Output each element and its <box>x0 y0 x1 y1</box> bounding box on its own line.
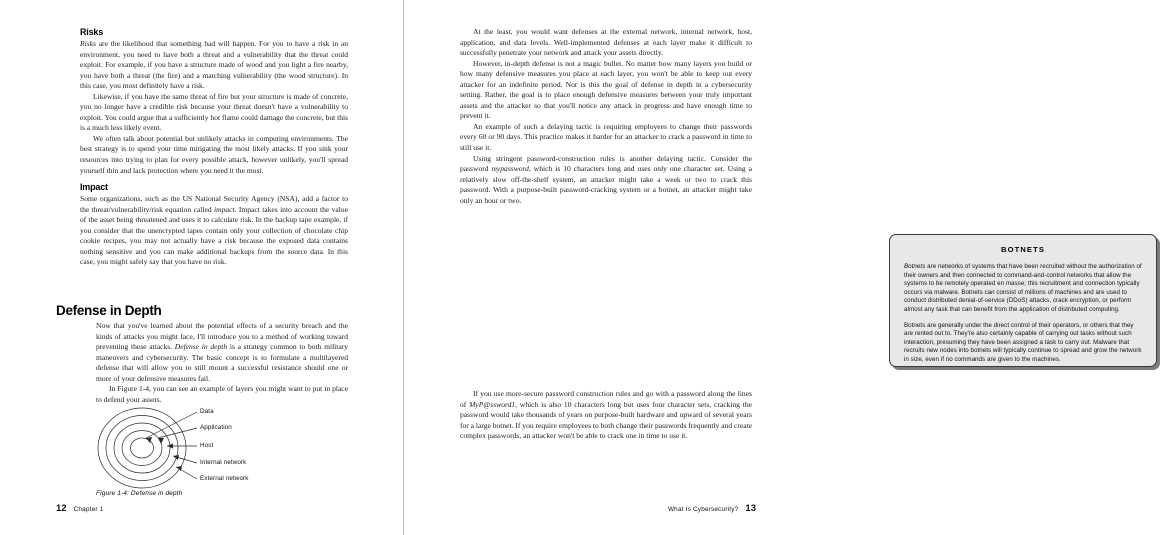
section-impact <box>80 182 348 268</box>
left-folio-number: 12 <box>56 503 67 514</box>
figure-label-external-network: External network <box>200 475 249 482</box>
paragraph-right-4: Using stringent password-construction rules is another delaying tactic. Consider the password mypassword, which is 10 characters long and uses only one character set. Using a relatively slow off-the-shelf system, an attacker might take a week or two to crack this password. With a purpose-built password-cracking system or a botnet, an attacker might take only an hour or two. <box>460 153 752 205</box>
left-page-footer <box>56 503 103 514</box>
paragraph-right-2: However, in-depth defense is not a magic bullet. No matter how many layers you build or how many defensive measures you place at each layer, you won't be able to keep out every attacker for an indefinite period. Nor is this the goal of defense in depth in a cybersecurity setting. Rather, the goal is to place enough defensive measures between your truly important assets and the attacker so that you'll notice any attack in progress and have enough time to prevent it. <box>460 58 752 121</box>
right-page-footer <box>668 503 756 514</box>
heading-risks: Risks <box>80 27 104 37</box>
paragraph-risks-2: Likewise, if you have the same threat of fire but your structure is made of concrete, you no longer have a credible risk because your threat doesn't have a vulnerability to exploit. You could argue that a sufficiently hot flame could damage the concrete, but this is a much less likely event. <box>80 91 348 133</box>
left-running-head: Chapter 1 <box>73 506 104 513</box>
botnets-sidebar-title: BOTNETS <box>1001 245 1045 254</box>
paragraph-right-closing: If you use more-secure password construction rules and go with a password along the lines of MyP@ssword1, which is also 10 characters long but uses four character sets, cracking the password would take thousands of years on purpose-built hardware and upward of several years for a large botnet. If you require employees to both change their passwords frequently and create complex passwords, an attacker won't be able to crack one in time to use it. <box>460 389 752 441</box>
right-page-body-top <box>460 27 752 206</box>
paragraph-impact-1: Some organizations, such as the US National Security Agency (NSA), add a factor to the threat/vulnerability/risk equation called impact. Impact takes into account the value of the asset being threatened and uses it to calculate risk. In the backup tape example, if you consider that the unencrypted tapes contain only your collection of chocolate chip cookie recipes, you may not actually have a risk because the exposed data contains nothing sensitive and you can make additional backups from the source data. In this case, you might safely say that you have no risk. <box>80 194 349 267</box>
left-page <box>0 0 403 535</box>
section-defense-in-depth <box>56 303 348 405</box>
leader-application <box>158 428 197 438</box>
figure-label-application: Application <box>200 424 232 431</box>
paragraph-risks-3: We often talk about potential but unlikely attacks in computing environments. The best strategy is to spend your time mitigating the most likely attacks. If you sink your resources into trying to plan for every possible attack, however unlikely, you'll spread yourself thin and lack protection where you need it the most. <box>80 133 348 175</box>
ring-internal-network <box>106 416 178 481</box>
right-page-body-bottom <box>460 389 752 442</box>
botnets-paragraph-1: Botnets are networks of systems that have been recruited without the authorization of their owners and then connected to command-and-control networks that allow the systems to be remotely operated en masse; this recruitment and connection typically occurs via malware. Botnets can consist of millions of machines and are used to conduct distributed denial-of-service (DDoS) attacks, crack encryption, or perform almost any task that can benefit from the application of distributed computing. <box>904 263 1142 313</box>
right-page <box>404 0 1142 535</box>
paragraph-right-1: At the least, you would want defenses at the external network, internal network, host, application, and data levels. Well-implemented defenses at each layer make it difficult to successfully penetrate your network and attack your assets directly. <box>460 27 752 58</box>
ring-application <box>122 431 162 466</box>
paragraph-risks-1: Risks are the likelihood that something bad will happen. For you to have a risk in an environment, you need to have both a threat and a vulnerability that the threat could exploit. For example, if you have a structure made of wood and you light a fire nearby, you have both a threat (the fire) and a matching vulnerability (the wood structure). In this case, you most definitely have a risk. <box>80 39 348 91</box>
paragraph-depth-2: In Figure 1-4, you can see an example of layers you might want to put in place to defend your assets. <box>96 384 348 404</box>
botnets-paragraph-2: Botnets are generally under the direct control of their operators, or others that they are rented out to. They're also certainly capable of carrying out tasks without such interaction, presuming they have been assigned a task to carry out. Malware that recruits new nodes into botnets will typically continue to spread and grow the network in size, even if no commands are given to the machines. <box>904 321 1142 363</box>
section-risks <box>80 27 348 176</box>
figure-defense-in-depth <box>96 404 336 506</box>
heading-defense-in-depth: Defense in Depth <box>56 303 162 318</box>
figure-label-data: Data <box>200 408 214 415</box>
right-running-head: What Is Cybersecurity? <box>667 506 739 513</box>
figure-label-host: Host <box>200 442 214 449</box>
botnets-sidebar <box>889 234 1157 367</box>
heading-impact: Impact <box>80 182 108 192</box>
paragraph-right-3: An example of such a delaying tactic is requiring employees to change their passwords every 60 or 90 days. This practice makes it harder for an attacker to crack a password in time to still use it. <box>460 121 752 153</box>
arrowhead-application <box>158 438 164 444</box>
figure-caption: Figure 1-4: Defense in depth <box>96 490 183 497</box>
paragraph-depth-1: Now that you've learned about the potential effects of a security breach and the kinds of attacks you might face, I'll introduce you to a method of working toward preventing these attacks. Defense in depth is a strategy common to both military maneuvers and cybersecurity. The basic concept is to formulate a multilayered defense that will allow you to still mount a successful resistance should one or more of your defensive measures fail. <box>96 321 348 383</box>
figure-label-internal-network: Internal network <box>200 459 247 466</box>
right-folio-number: 13 <box>745 503 756 514</box>
